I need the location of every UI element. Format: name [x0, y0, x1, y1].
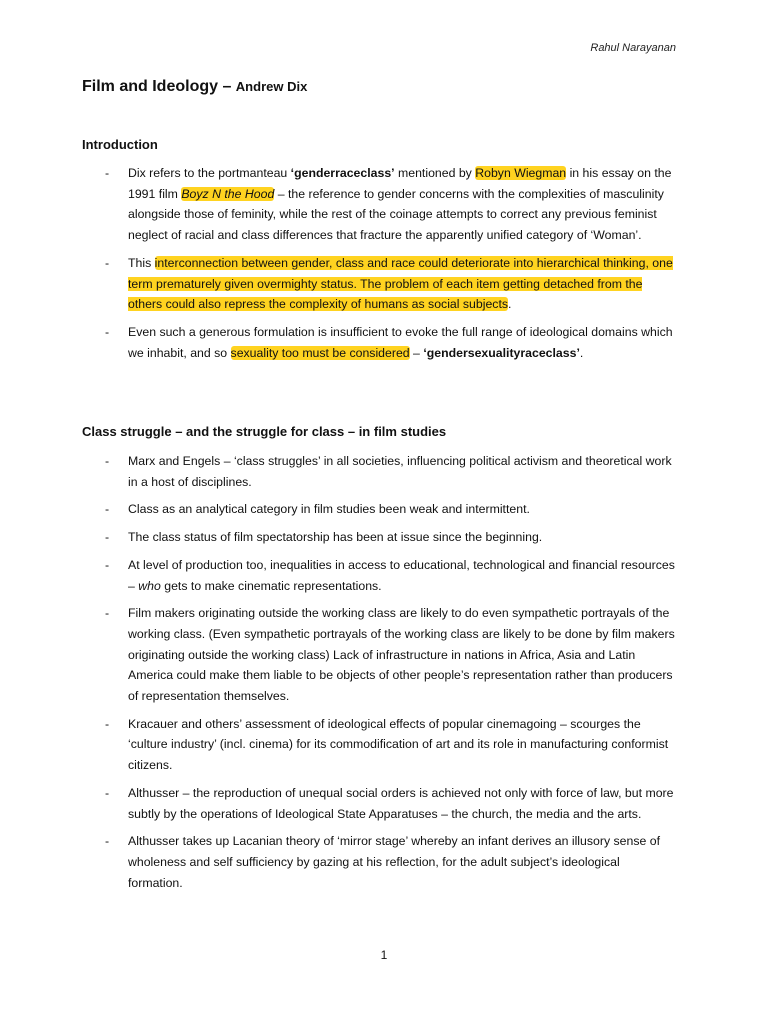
- highlight: Robyn Wiegman: [475, 166, 567, 180]
- bullet-dash: -: [105, 834, 110, 849]
- list-item: - Kracauer and others’ assessment of ideological effects of popular cinemagoing – scourges the ‘culture industry’ (incl. cinema) for its commodification of art and its role in manufacturing conformist citizens.: [0, 714, 768, 776]
- document-title: [82, 78, 307, 96]
- title-author: Andrew Dix: [235, 79, 308, 94]
- introduction-heading: Introduction: [82, 137, 158, 152]
- highlight: sexuality too must be considered: [230, 345, 410, 360]
- bullet-dash: -: [105, 454, 110, 468]
- term-gendersexualityraceclass: ‘gendersexualityraceclass’: [423, 345, 580, 360]
- class-struggle-list: [0, 451, 768, 900]
- header-author: Rahul Narayanan: [590, 42, 676, 54]
- list-item: - This interconnection between gender, class and race could deteriorate into hierarchical thinking, one term prematurely given overmighty status. The problem of each item getting detached from the others could also repress the complexity of humans as social subjects.: [0, 253, 768, 315]
- bullet-dash: -: [105, 255, 110, 270]
- term-genderraceclass: ‘genderraceclass’: [290, 166, 395, 180]
- list-item: - Class as an analytical category in film studies been weak and intermittent.: [0, 499, 768, 520]
- bullet-dash: -: [105, 785, 110, 800]
- bullet-dash: -: [105, 716, 110, 731]
- list-item: - At level of production too, inequalities in access to educational, technological and financial resources – who gets to make cinematic representations.: [0, 555, 768, 596]
- title-main: Film and Ideology –: [82, 78, 236, 95]
- bullet-dash: -: [105, 606, 110, 621]
- bullet-dash: -: [105, 502, 110, 517]
- list-item: - Althusser takes up Lacanian theory of ‘mirror stage’ whereby an infant derives an illusory sense of wholeness and self sufficiency by gazing at his reflection, for the adult subject’s ideological formation.: [0, 831, 768, 893]
- list-item: - Even such a generous formulation is insufficient to evoke the full range of ideological domains which we inhabit, and so sexuality too must be considered – ‘gendersexualityraceclass’.: [0, 322, 768, 363]
- bullet-dash: -: [105, 166, 110, 180]
- bullet-dash: -: [105, 324, 110, 339]
- bullet-dash: -: [105, 530, 110, 545]
- class-struggle-heading: Class struggle – and the struggle for class – in film studies: [82, 424, 447, 439]
- introduction-list: [0, 163, 768, 370]
- highlight: Boyz N the Hood: [181, 186, 275, 201]
- list-item: - The class status of film spectatorship has been at issue since the beginning.: [0, 527, 768, 548]
- list-item: - Althusser – the reproduction of unequal social orders is achieved not only with force of law, but more subtly by the operations of Ideological State Apparatuses – the church, the media and the arts.: [0, 783, 768, 824]
- list-item: - Marx and Engels – ‘class struggles’ in all societies, influencing political activism and theoretical work in a host of disciplines.: [0, 451, 768, 492]
- list-item: - Dix refers to the portmanteau ‘genderraceclass’ mentioned by Robyn Wiegman in his essay on the 1991 film Boyz N the Hood – the reference to gender concerns with the complexities of masculinity alongside those of feminity, while the rest of the coinage attempts to correct any previous feminist neglect of racial and class differences that fracture the apparently unified category of ‘Woman’.: [0, 163, 768, 246]
- list-item: - Film makers originating outside the working class are likely to do even sympathetic portrayals of the working class. (Even sympathetic portrayals of the working class are likely to be done by film makers originating outside the working class) Lack of infrastructure in nations in Africa, Asia and Latin America could make them liable to be objects of other people’s representation rather than producers of representation themselves.: [0, 603, 768, 707]
- bullet-dash: -: [105, 557, 110, 572]
- highlight: interconnection between gender, class and race could deteriorate into hierarchical thinking, one term prematurely given overmighty status. The problem of each item getting detached from the others could also repress the complexity of humans as social subjects: [128, 255, 673, 312]
- page-number: 1: [380, 948, 388, 962]
